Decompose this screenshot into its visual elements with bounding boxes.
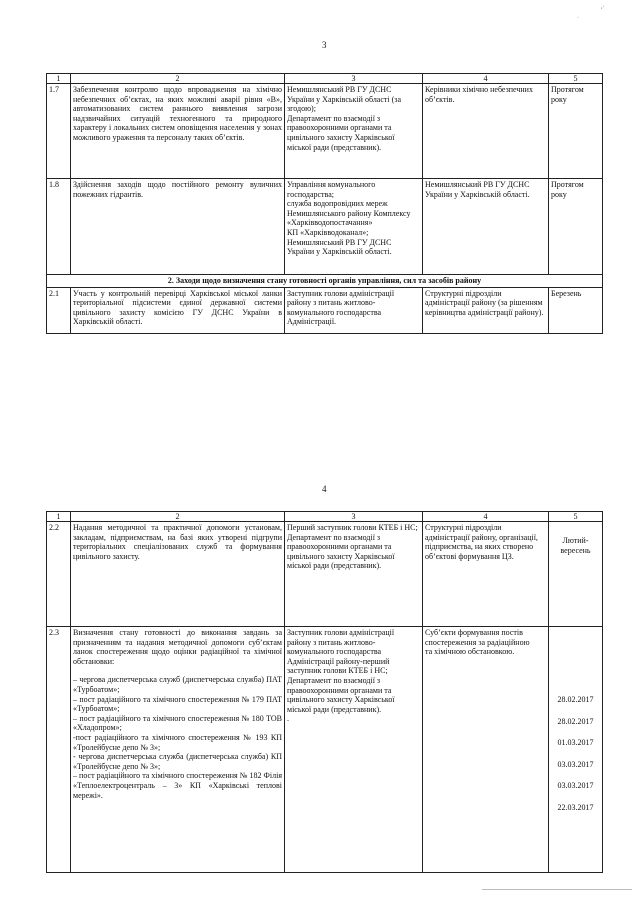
scan-mark: ,· xyxy=(601,4,605,10)
responsible-cell xyxy=(285,522,423,627)
responsible-cell xyxy=(285,84,423,179)
action-item: -пост радіаційного та хімічного спостереження № 193 КП «Тролейбусне депо № 3»; xyxy=(73,732,282,752)
participants-cell xyxy=(423,627,549,873)
action-item: – пост радіаційного та хімічного спостереження № 180 ТОВ «Хладопром»; xyxy=(73,713,282,733)
term-cell xyxy=(549,627,603,873)
spacer xyxy=(73,666,282,675)
participants-text: Керівники хімічно небезпечних об’єктів. xyxy=(423,84,549,179)
term-text: Лютий-вересень xyxy=(549,522,603,627)
responsible-text: Немишлянський РВ ГУ ДСНС України у Харківській області (за згодою); xyxy=(287,85,401,114)
page-number: 3 xyxy=(322,40,327,50)
action-text: Участь у контрольній перевірці Харківської міської ланки територіальної підсистеми єдиної державної системи цивільного захисту комісією ГУ ДСНС України в Харківській області. xyxy=(71,287,285,333)
row-number: 2.3 xyxy=(47,627,71,873)
action-text: Здійснення заходів щодо постійного ремонту вуличних пожежних гідрантів. xyxy=(71,179,285,275)
responsible-cell xyxy=(285,179,423,275)
header-cell: 5 xyxy=(549,74,603,84)
action-text: Визначення стану готовності до виконання завдань за призначенням та надання методичної допомоги суб’єктам ланок спостереження щодо оцінки радіаційної та хімічної обстановки: xyxy=(73,628,282,666)
header-row xyxy=(47,512,603,522)
date-text: 28.02.2017 xyxy=(557,695,594,704)
responsible-text: Департамент по взаємодії з правоохоронними органами та цивільного захисту Харківської міської ради (представник). xyxy=(287,113,395,152)
table-row xyxy=(47,287,603,333)
plan-table-page-4 xyxy=(46,511,603,873)
participants-text: Суб’єкти формування постів спостереження за радіаційною xyxy=(425,628,530,647)
responsible-text: Департамент по взаємодії з правоохоронними органами та цивільного захисту Харківської міської ради (представник). xyxy=(287,675,395,714)
term-text: Протягом року xyxy=(549,179,603,275)
scan-mark: · xyxy=(577,15,579,21)
table-row xyxy=(47,522,603,627)
date-text: 03.03.2017 xyxy=(557,781,594,791)
row-number: 1.8 xyxy=(47,179,71,275)
action-cell xyxy=(71,627,285,873)
header-cell: 2 xyxy=(71,74,285,84)
date-text: 03.03.2017 xyxy=(557,759,594,769)
action-item: – пост радіаційного та хімічного спостереження № 179 ПАТ «Турбоатом»; xyxy=(73,694,282,714)
participants-text: Структурні підрозділи адміністрації району, організації, підприємства, на яких створено об’єктові формування ЦЗ. xyxy=(423,522,549,627)
table-row xyxy=(47,179,603,275)
row-number: 2.1 xyxy=(47,287,71,333)
section-title: 2. Заходи щодо визначення стану готовності органів управління, сил та засобів району xyxy=(47,275,603,288)
table-row xyxy=(47,627,603,873)
header-cell: 3 xyxy=(285,512,423,522)
action-text: Забезпечення контролю щодо впровадження на хімічно небезпечних об’єктах, на яких можливі аварії рівня «В», автоматизованих систем раннього виявлення загрози надзвичайних ситуацій техногенного та природного характеру і локальних систем оповіщення населення у зонах можливого ураження та персоналу таких об’єктів. xyxy=(71,84,285,179)
date-text: 01.03.2017 xyxy=(557,738,594,748)
responsible-text: . xyxy=(287,714,289,724)
plan-table-page-3 xyxy=(46,73,603,334)
row-number: 1.7 xyxy=(47,84,71,179)
participants-text: Немишлянський РВ ГУ ДСНС України у Харківській області. xyxy=(423,179,549,275)
action-item: – пост радіаційного та хімічного спостереження № 182 Філія «Теплоелектроцентраль – 3» КП «Харківські теплові мережі». xyxy=(73,771,282,800)
date-text: 28.02.2017 xyxy=(557,716,594,726)
responsible-text: Департамент по взаємодії з правоохоронними органами та цивільного захисту Харківської міської ради (представник). xyxy=(287,532,395,571)
participants-text: та хімічною обстановкою. xyxy=(425,647,515,657)
action-item: – чергова диспетчерська служб (диспетчерська служба) ПАТ «Турбоатом»; xyxy=(73,675,282,694)
row-number: 2.2 xyxy=(47,522,71,627)
header-row xyxy=(47,74,603,84)
header-cell: 1 xyxy=(47,512,71,522)
participants-text: Структурні підрозділи адміністрації району (за рішенням керівництва адміністрації району). xyxy=(423,287,549,333)
header-cell: 1 xyxy=(47,74,71,84)
responsible-text: Заступник голови адміністрації району з питань житлово-комунального господарства Адміністрації району-перший заступник голови КТЕБ і НС; xyxy=(287,628,395,676)
term-text: Протягом року xyxy=(549,84,603,179)
header-cell: 4 xyxy=(423,512,549,522)
responsible-text: Перший заступник голови КТЕБ і НС; xyxy=(287,523,418,532)
section-row xyxy=(47,275,603,288)
action-text: Надання методичної та практичної допомоги установам, закладам, підприємствам, на базі яких утворені підгрупи територіальних спеціалізованих служб та формування цивільного захисту. xyxy=(71,522,285,627)
table-row xyxy=(47,84,603,179)
responsible-text: Заступник голови адміністрації району з питань житлово-комунального господарства Адміністрації. xyxy=(285,287,423,333)
date-text: 22.03.2017 xyxy=(557,802,594,812)
responsible-text: служба водопровідних мереж Немишлянського району Комплексу «Харківводопостачання» xyxy=(287,199,411,228)
page-number: 4 xyxy=(322,484,327,494)
scan-artifact-line xyxy=(482,889,632,890)
header-cell: 2 xyxy=(71,512,285,522)
header-cell: 4 xyxy=(423,74,549,84)
responsible-text: КП «Харківводоканал»; xyxy=(287,227,369,237)
responsible-text: Управління комунального господарства; xyxy=(287,180,376,199)
header-cell: 5 xyxy=(549,512,603,522)
responsible-text: Немишлянський РВ ГУ ДСНС України у Харківській області. xyxy=(287,237,392,257)
responsible-cell xyxy=(285,627,423,873)
action-item: - чергова диспетчерська служба (диспетчерська служба) КП «Тролейбусне депо № 3»; xyxy=(73,752,282,771)
term-text: Березень xyxy=(549,287,603,333)
header-cell: 3 xyxy=(285,74,423,84)
